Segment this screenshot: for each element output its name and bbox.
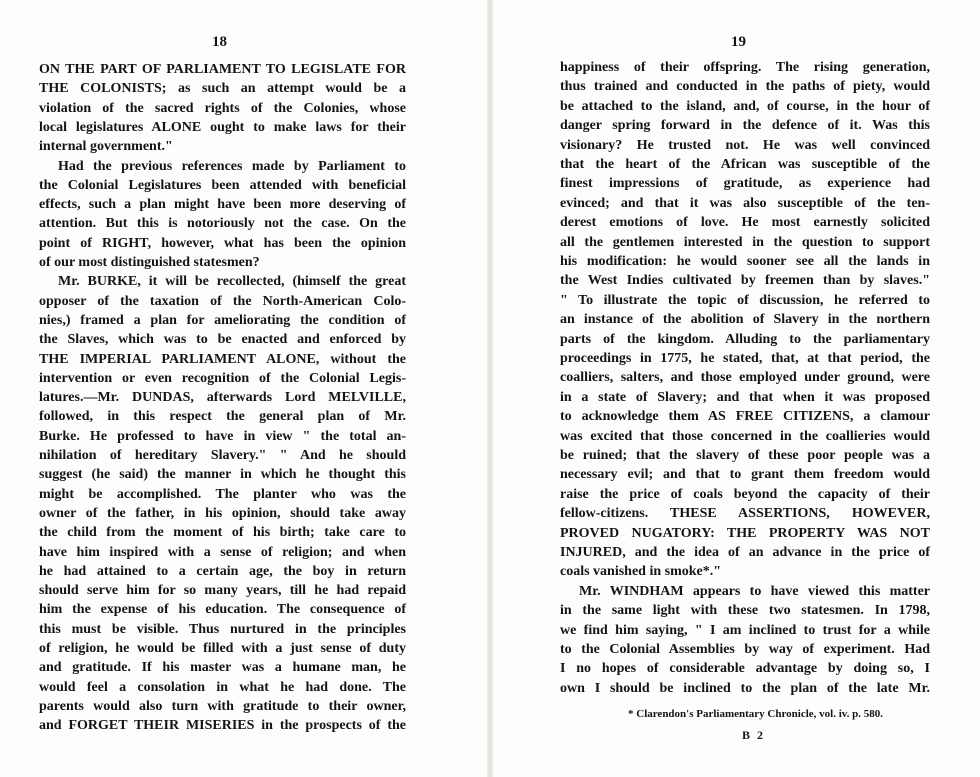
right-page: [490, 0, 980, 777]
text-line: local legislatures ALONE ought to make laws for their: [39, 119, 406, 135]
text-line: visionary? He trusted not. He was well convinced: [560, 137, 930, 153]
text-line: necessary evil; and that to grant them freedom would: [560, 467, 930, 483]
text-line: of our most distinguished statesmen?: [39, 255, 260, 270]
text-line: nihilation of hereditary Slavery." " And he should: [39, 448, 406, 463]
text-line: that the heart of the African was susceptible of the: [560, 157, 930, 172]
text-line: nies,) framed a plan for ameliorating the condition of: [39, 312, 406, 328]
text-line: THE COLONISTS; as such an attempt would be a: [39, 81, 406, 97]
text-line: attention. But this is notoriously not the case. On the: [39, 216, 406, 232]
text-line: the child from the moment of his birth; take care to: [39, 525, 406, 541]
text-line: the Slaves, which was to be enacted and enforced by: [39, 332, 406, 348]
text-line: be ruined; that the slavery of these poor people was a: [560, 448, 930, 463]
text-line: I no hopes of considerable advantage by doing so, I: [560, 661, 930, 677]
text-line: was excited that those concerned in the coallieries would: [560, 428, 930, 444]
text-line: happiness of their offspring. The rising generation,: [560, 60, 930, 75]
text-line: coalliers, salters, and those employed under ground, were: [560, 370, 930, 386]
text-line: and FORGET THEIR MISERIES in the prospects of the: [39, 718, 406, 734]
text-line: should serve him for so many years, till he had repaid: [39, 583, 406, 599]
text-line: he had attained to a certain age, the boy in return: [39, 563, 406, 579]
text-line: violation of the sacred rights of the Colonies, whose: [39, 100, 406, 116]
text-line: have him inspired with a sense of religion; and when: [39, 544, 406, 560]
text-line: the West Indies cultivated by freemen than by slaves.": [560, 273, 930, 289]
text-line: danger spring forward in the defence of it. Was this: [560, 118, 930, 134]
text-line: in a state of Slavery; and that when it was proposed: [560, 389, 930, 405]
text-line: own I should be inclined to the plan of the late Mr.: [560, 680, 930, 696]
text-line: " To illustrate the topic of discussion, he referred to: [560, 292, 930, 308]
text-line: all the gentlemen interested in the question to support: [560, 234, 930, 250]
text-line: be attached to the island, and, of course, in the hour of: [560, 98, 930, 114]
text-line: suggest (he said) the manner in which he thought this: [39, 467, 406, 483]
text-line: Had the previous references made by Parliament to: [58, 158, 406, 174]
text-line: to the Colonial Assemblies by way of experiment. Had: [560, 642, 930, 657]
text-line: followed, in this respect the general plan of Mr.: [39, 409, 406, 425]
text-line: fellow-citizens. THESE ASSERTIONS, HOWEVER,: [560, 506, 930, 522]
text-line: evinced; and that it was also susceptible of the ten-: [560, 195, 930, 211]
text-line: PROVED NUGATORY: THE PROPERTY WAS NOT: [560, 525, 930, 541]
signature-mark: B 2: [742, 728, 766, 742]
text-line: INJURED, and the idea of an advance in the price of: [560, 545, 930, 560]
text-line: in the same light with these two statesmen. In 1798,: [560, 603, 930, 619]
text-line: an instance of the abolition of Slavery in the northern: [560, 312, 930, 328]
text-line: internal government.": [39, 139, 173, 155]
text-line: finest impressions of gratitude, as experience had: [560, 176, 930, 192]
page-number-right: 19: [731, 34, 746, 50]
text-line: to acknowledge them AS FREE CITIZENS, a clamour: [560, 409, 930, 425]
text-line: point of RIGHT, however, what has been the opinion: [39, 235, 406, 251]
text-line: effects, such a plan might have been more deserving of: [39, 197, 406, 213]
footnote: * Clarendon's Parliamentary Chronicle, vol. iv. p. 580.: [628, 708, 884, 720]
text-line: parts of the kingdom. Alluding to the parliamentary: [560, 331, 930, 347]
text-line: and gratitude. If his master was a humane man, he: [39, 660, 406, 676]
text-line: proceedings in 1775, he stated, that, at that period, the: [560, 351, 930, 366]
text-line: Mr. WINDHAM appears to have viewed this matter: [579, 583, 930, 599]
page-number-left: 18: [212, 34, 227, 50]
text-line: raise the price of coals beyond the capacity of their: [560, 486, 930, 502]
text-line: his modification: he would sooner see all the lands in: [560, 254, 930, 269]
text-line: we find him saying, " I am inclined to trust for a while: [560, 622, 930, 638]
text-line: parents would also turn with gratitude to their owner,: [39, 698, 406, 714]
text-line: ON THE PART OF PARLIAMENT TO LEGISLATE FOR: [39, 62, 406, 77]
text-line: this must be visible. Thus nurtured in the principles: [39, 621, 406, 637]
text-line: Mr. BURKE, it will be recollected, (himself the great: [58, 274, 406, 290]
text-line: intervention or even recognition of the Colonial Legis-: [39, 370, 406, 386]
text-line: latures.—Mr. DUNDAS, afterwards Lord MELVILLE,: [39, 390, 406, 406]
text-line: him the expense of his education. The consequence of: [39, 602, 406, 618]
text-line: the Colonial Legislatures been attended with beneficial: [39, 177, 406, 193]
text-line: THE IMPERIAL PARLIAMENT ALONE, without the: [39, 351, 406, 367]
text-line: derest emotions of love. He most earnestly solicited: [560, 215, 930, 231]
text-line: Burke. He professed to have in view " the total an-: [39, 428, 406, 444]
text-line: owner of the father, in his opinion, should take away: [39, 505, 406, 521]
text-line: thus trained and conducted in the paths of piety, would: [560, 79, 930, 95]
text-line: opposer of the taxation of the North-American Colo-: [39, 293, 406, 309]
text-line: might be accomplished. The planter who was the: [39, 486, 406, 502]
text-line: would feel a consolation in what he had done. The: [39, 679, 406, 695]
text-line: coals vanished in smoke*.": [560, 564, 722, 580]
text-line: of religion, he would be filled with a just sense of duty: [39, 641, 406, 656]
